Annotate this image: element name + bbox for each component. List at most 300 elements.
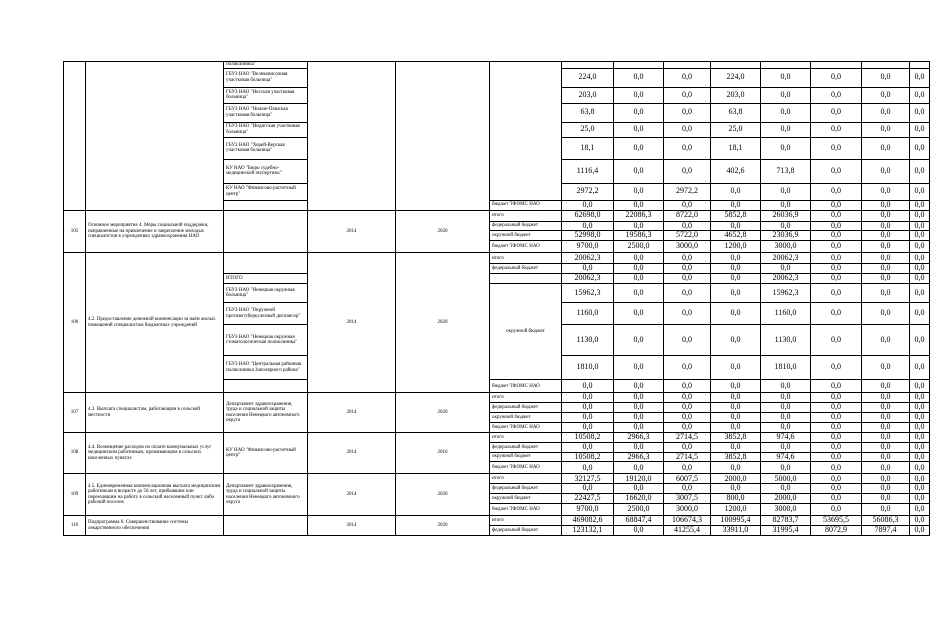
activity-description: 4.3. Выплата специалистам, работающим в сельской местности: [86, 393, 224, 433]
amount-cell: 0,0: [910, 516, 930, 526]
amount-cell: 0,0: [862, 87, 910, 103]
amount-cell: 0,0: [562, 462, 614, 474]
responsible-organization: ИТОГО: [224, 274, 308, 284]
amount-cell: 0,0: [562, 422, 614, 432]
amount-cell: 0,0: [910, 413, 930, 423]
amount-cell: 0,0: [664, 413, 711, 423]
amount-cell: 3852,8: [711, 452, 761, 462]
responsible-organization: КУ НАО "Финансово-расчетный центр": [224, 432, 308, 474]
amount-cell: 0,0: [862, 422, 910, 432]
funding-source: бюджет ТФОМС НАО: [490, 462, 562, 474]
amount-cell: 0,0: [811, 452, 862, 462]
amount-cell: 0,0: [614, 103, 664, 122]
amount-cell: 2500,0: [614, 504, 664, 516]
amount-cell: 0,0: [811, 183, 862, 200]
amount-cell: 0,0: [862, 303, 910, 325]
amount-cell: 9700,0: [562, 504, 614, 516]
amount-cell: 0,0: [614, 413, 664, 423]
row-number: 107: [64, 393, 86, 433]
amount-cell: 0,0: [562, 403, 614, 413]
funding-source: бюджет ТФОМС НАО: [490, 422, 562, 432]
amount-cell: 0,0: [562, 442, 614, 452]
amount-cell: 0,0: [761, 393, 811, 403]
amount-cell: 5852,8: [711, 210, 761, 221]
funding-source: итого: [490, 393, 562, 403]
responsible-organization: ГБУЗ НАО "Великовисочная участковая больница": [224, 68, 308, 87]
amount-cell: 1160,0: [562, 303, 614, 325]
amount-cell: 0,0: [811, 210, 862, 221]
amount-cell: 0,0: [811, 221, 862, 231]
amount-cell: 0,0: [862, 159, 910, 183]
amount-cell: 0,0: [811, 103, 862, 122]
amount-cell: 16620,0: [614, 494, 664, 504]
end-year: [396, 62, 490, 211]
table-row: [64, 516, 930, 526]
amount-cell: 62698,0: [562, 210, 614, 221]
amount-cell: 1116,4: [562, 159, 614, 183]
amount-cell: 0,0: [811, 462, 862, 474]
amount-cell: 15962,3: [761, 284, 811, 303]
end-year: 2020: [396, 210, 490, 253]
amount-cell: 0,0: [614, 221, 664, 231]
amount-cell: 0,0: [614, 284, 664, 303]
amount-cell: 0,0: [862, 474, 910, 484]
amount-cell: 0,0: [761, 264, 811, 274]
amount-cell: 0,0: [711, 442, 761, 452]
funding-source: федеральный бюджет: [490, 526, 562, 536]
amount-cell: 0,0: [761, 413, 811, 423]
amount-cell: 0,0: [910, 393, 930, 403]
amount-cell: 402,6: [711, 159, 761, 183]
amount-cell: 0,0: [614, 87, 664, 103]
amount-cell: 4652,8: [711, 231, 761, 241]
amount-cell: 0,0: [910, 284, 930, 303]
amount-cell: 0,0: [664, 303, 711, 325]
amount-cell: 0,0: [811, 303, 862, 325]
funding-source: федеральный бюджет: [490, 403, 562, 413]
amount-cell: 0,0: [711, 284, 761, 303]
amount-cell: 3000,0: [761, 504, 811, 516]
amount-cell: 1130,0: [562, 325, 614, 356]
amount-cell: 2714,5: [664, 432, 711, 442]
amount-cell: 0,0: [664, 274, 711, 284]
amount-cell: 0,0: [910, 68, 930, 87]
amount-cell: 63,8: [711, 103, 761, 122]
amount-cell: 0,0: [664, 159, 711, 183]
funding-source: бюджет ТФОМС НАО: [490, 241, 562, 253]
amount-cell: 0,0: [614, 274, 664, 284]
amount-cell: 0,0: [811, 137, 862, 159]
amount-cell: 0,0: [562, 200, 614, 210]
amount-cell: 0,0: [862, 200, 910, 210]
amount-cell: 0,0: [862, 274, 910, 284]
amount-cell: 0,0: [862, 122, 910, 137]
amount-cell: 203,0: [711, 87, 761, 103]
amount-cell: 0,0: [614, 264, 664, 274]
amount-cell: 0,0: [910, 253, 930, 264]
amount-cell: 1810,0: [562, 356, 614, 380]
amount-cell: 20062,3: [562, 253, 614, 264]
amount-cell: 25,0: [562, 122, 614, 137]
amount-cell: 100995,4: [711, 516, 761, 526]
amount-cell: 0,0: [910, 526, 930, 536]
amount-cell: 0,0: [862, 264, 910, 274]
amount-cell: 0,0: [811, 432, 862, 442]
row-number: [64, 62, 86, 211]
amount-cell: 0,0: [811, 274, 862, 284]
amount-cell: 2972,2: [664, 183, 711, 200]
amount-cell: 0,0: [910, 380, 930, 393]
amount-cell: 0,0: [862, 183, 910, 200]
responsible-organization: [224, 200, 308, 210]
amount-cell: 19586,3: [614, 231, 664, 241]
amount-cell: 0,0: [862, 356, 910, 380]
amount-cell: 0,0: [711, 413, 761, 423]
amount-cell: 20062,3: [761, 274, 811, 284]
amount-cell: 0,0: [862, 221, 910, 231]
amount-cell: 1810,0: [761, 356, 811, 380]
amount-cell: 0,0: [614, 122, 664, 137]
amount-cell: 20062,3: [562, 274, 614, 284]
amount-cell: 0,0: [910, 422, 930, 432]
amount-cell: 0,0: [664, 103, 711, 122]
responsible-organization: ГБУЗ НАО "Центральная районная поликлиника Заполярного района": [224, 356, 308, 380]
table-body: [64, 62, 930, 536]
funding-source: окружной бюджет: [490, 231, 562, 241]
amount-cell: 0,0: [761, 103, 811, 122]
amount-cell: 0,0: [811, 253, 862, 264]
amount-cell: 2714,5: [664, 452, 711, 462]
budget-table: [63, 61, 930, 536]
amount-cell: 0,0: [562, 264, 614, 274]
amount-cell: 0,0: [862, 284, 910, 303]
amount-cell: 0,0: [664, 462, 711, 474]
amount-cell: 82783,7: [761, 516, 811, 526]
amount-cell: 0,0: [711, 183, 761, 200]
amount-cell: 0,0: [761, 122, 811, 137]
row-number: 110: [64, 516, 86, 536]
amount-cell: 10508,2: [562, 432, 614, 442]
amount-cell: 0,0: [910, 241, 930, 253]
amount-cell: 974,6: [761, 452, 811, 462]
amount-cell: 41255,4: [664, 526, 711, 536]
amount-cell: 9700,0: [562, 241, 614, 253]
amount-cell: 0,0: [711, 422, 761, 432]
amount-cell: 0,0: [614, 380, 664, 393]
amount-cell: 0,0: [910, 403, 930, 413]
amount-cell: 0,0: [614, 484, 664, 494]
amount-cell: 0,0: [614, 526, 664, 536]
amount-cell: 224,0: [562, 68, 614, 87]
amount-cell: 0,0: [761, 183, 811, 200]
amount-cell: 0,0: [910, 432, 930, 442]
amount-cell: 0,0: [711, 221, 761, 231]
activity-description: Основное мероприятие 4. Меры социальной поддержки, направленные на привлечение и закрепление молодых специалистов в учреждениях здравоохранения НАО: [86, 210, 224, 253]
amount-cell: 20062,3: [761, 253, 811, 264]
responsible-organization: ГБУЗ НАО "Индигская участковая больница": [224, 122, 308, 137]
amount-cell: 6007,5: [664, 474, 711, 484]
amount-cell: 0,0: [910, 274, 930, 284]
amount-cell: 0,0: [664, 68, 711, 87]
amount-cell: 0,0: [910, 103, 930, 122]
amount-cell: 0,0: [664, 403, 711, 413]
amount-cell: 0,0: [664, 87, 711, 103]
responsible-organization: ГБУЗ НАО "Ненецкая окружная больница": [224, 284, 308, 303]
amount-cell: 2972,2: [562, 183, 614, 200]
amount-cell: 0,0: [711, 380, 761, 393]
table-row: [64, 210, 930, 221]
amount-cell: 63,8: [562, 103, 614, 122]
amount-cell: 0,0: [910, 87, 930, 103]
amount-cell: 0,0: [562, 393, 614, 403]
amount-cell: 0,0: [614, 325, 664, 356]
amount-cell: 0,0: [562, 221, 614, 231]
funding-source: [490, 274, 562, 284]
amount-cell: 0,0: [664, 484, 711, 494]
amount-cell: 56086,3: [862, 516, 910, 526]
amount-cell: 0,0: [811, 356, 862, 380]
amount-cell: 0,0: [910, 474, 930, 484]
funding-source: федеральный бюджет: [490, 484, 562, 494]
amount-cell: 123132,1: [562, 526, 614, 536]
amount-cell: 0,0: [761, 462, 811, 474]
amount-cell: 0,0: [614, 422, 664, 432]
amount-cell: 0,0: [811, 264, 862, 274]
amount-cell: 7897,4: [862, 526, 910, 536]
amount-cell: 18,1: [562, 137, 614, 159]
amount-cell: 0,0: [862, 504, 910, 516]
amount-cell: 2966,3: [614, 452, 664, 462]
amount-cell: 0,0: [910, 325, 930, 356]
amount-cell: 19120,0: [614, 474, 664, 484]
amount-cell: 0,0: [862, 442, 910, 452]
responsible-organization: поликлиника": [224, 62, 308, 69]
amount-cell: 0,0: [664, 325, 711, 356]
funding-source: итого: [490, 210, 562, 221]
funding-source: окружной бюджет: [490, 452, 562, 462]
amount-cell: 0,0: [711, 303, 761, 325]
amount-cell: 0,0: [811, 484, 862, 494]
amount-cell: 0,0: [811, 403, 862, 413]
amount-cell: 0,0: [910, 183, 930, 200]
amount-cell: 0,0: [862, 413, 910, 423]
responsible-organization: ГБУЗ НАО "Нижне-Пешская участковая больница": [224, 103, 308, 122]
amount-cell: 0,0: [664, 264, 711, 274]
amount-cell: 2500,0: [614, 241, 664, 253]
funding-source: [490, 62, 562, 201]
amount-cell: 0,0: [761, 221, 811, 231]
end-year: 2020: [396, 253, 490, 393]
amount-cell: 2000,0: [711, 474, 761, 484]
responsible-organization: КУ НАО "Финансово-расчетный центр": [224, 183, 308, 200]
start-year: 2014: [308, 474, 396, 516]
funding-source: итого: [490, 432, 562, 442]
amount-cell: 0,0: [761, 442, 811, 452]
activity-description: 4.5. Единовременная компенсационная выплата медицинским работникам в возрасте до 50 лет, прибывшим или переехавшим на работу в сельский населенный пункт либо рабочий поселок: [86, 474, 224, 516]
amount-cell: 0,0: [862, 210, 910, 221]
funding-source: бюджет ТФОМС НАО: [490, 380, 562, 393]
amount-cell: 3000,0: [761, 241, 811, 253]
amount-cell: 0,0: [664, 200, 711, 210]
amount-cell: 0,0: [811, 494, 862, 504]
amount-cell: 0,0: [910, 221, 930, 231]
amount-cell: 0,0: [811, 474, 862, 484]
amount-cell: 0,0: [711, 356, 761, 380]
amount-cell: 0,0: [811, 200, 862, 210]
amount-cell: 52998,0: [562, 231, 614, 241]
amount-cell: 25,0: [711, 122, 761, 137]
amount-cell: 0,0: [910, 356, 930, 380]
start-year: 2014: [308, 516, 396, 536]
amount-cell: 0,0: [811, 231, 862, 241]
amount-cell: 0,0: [711, 274, 761, 284]
amount-cell: 106674,3: [664, 516, 711, 526]
amount-cell: 0,0: [761, 403, 811, 413]
amount-cell: 0,0: [811, 413, 862, 423]
amount-cell: 3000,0: [664, 241, 711, 253]
amount-cell: 0,0: [664, 356, 711, 380]
responsible-organization: [224, 516, 308, 536]
amount-cell: 0,0: [711, 403, 761, 413]
amount-cell: 0,0: [711, 462, 761, 474]
amount-cell: 0,0: [862, 432, 910, 442]
amount-cell: 26036,9: [761, 210, 811, 221]
amount-cell: 0,0: [910, 137, 930, 159]
funding-source: бюджет ТФОМС НАО: [490, 504, 562, 516]
amount-cell: 8722,0: [664, 210, 711, 221]
amount-cell: 0,0: [862, 380, 910, 393]
row-number: 106: [64, 253, 86, 393]
amount-cell: 0,0: [761, 87, 811, 103]
start-year: [308, 62, 396, 211]
amount-cell: 0,0: [664, 380, 711, 393]
table-row: [64, 474, 930, 484]
amount-cell: 224,0: [711, 68, 761, 87]
start-year: 2014: [308, 253, 396, 393]
amount-cell: 0,0: [910, 442, 930, 452]
row-number: 108: [64, 432, 86, 474]
amount-cell: 0,0: [811, 442, 862, 452]
amount-cell: 800,0: [711, 494, 761, 504]
amount-cell: 31995,4: [761, 526, 811, 536]
amount-cell: 0,0: [910, 231, 930, 241]
amount-cell: 0,0: [664, 122, 711, 137]
amount-cell: 0,0: [811, 159, 862, 183]
funding-source: итого: [490, 253, 562, 264]
funding-source: бюджет ТФОМС НАО: [490, 200, 562, 210]
funding-source: федеральный бюджет: [490, 221, 562, 231]
start-year: 2014: [308, 432, 396, 474]
amount-cell: 0,0: [862, 403, 910, 413]
responsible-organization: КУ НАО "Бюро судебно-медицинской экспертизы": [224, 159, 308, 183]
table-row: [64, 393, 930, 403]
amount-cell: 0,0: [614, 356, 664, 380]
amount-cell: 0,0: [614, 403, 664, 413]
amount-cell: 1130,0: [761, 325, 811, 356]
amount-cell: 0,0: [811, 241, 862, 253]
amount-cell: 0,0: [910, 504, 930, 516]
amount-cell: 0,0: [862, 241, 910, 253]
amount-cell: 0,0: [562, 413, 614, 423]
amount-cell: 68847,4: [614, 516, 664, 526]
amount-cell: 3007,5: [664, 494, 711, 504]
amount-cell: 0,0: [614, 253, 664, 264]
amount-cell: 0,0: [711, 393, 761, 403]
responsible-organization: Департамент здравоохранения, труда и социальной защиты населения Ненецкого автономного округа: [224, 474, 308, 516]
amount-cell: 0,0: [614, 462, 664, 474]
amount-cell: 0,0: [811, 422, 862, 432]
amount-cell: 0,0: [711, 264, 761, 274]
amount-cell: 0,0: [761, 200, 811, 210]
amount-cell: 0,0: [711, 325, 761, 356]
amount-cell: 32127,5: [562, 474, 614, 484]
amount-cell: 203,0: [562, 87, 614, 103]
amount-cell: 0,0: [910, 200, 930, 210]
amount-cell: 0,0: [761, 68, 811, 87]
amount-cell: 0,0: [614, 442, 664, 452]
row-number: 105: [64, 210, 86, 253]
amount-cell: 0,0: [761, 380, 811, 393]
amount-cell: 3000,0: [664, 504, 711, 516]
amount-cell: 0,0: [614, 393, 664, 403]
amount-cell: 0,0: [862, 231, 910, 241]
end-year: 2016: [396, 432, 490, 474]
amount-cell: 974,6: [761, 432, 811, 442]
amount-cell: 10508,2: [562, 452, 614, 462]
table-row: [64, 253, 930, 264]
amount-cell: 0,0: [562, 484, 614, 494]
amount-cell: 0,0: [614, 68, 664, 87]
amount-cell: 33911,0: [711, 526, 761, 536]
amount-cell: 0,0: [862, 325, 910, 356]
amount-cell: 713,8: [761, 159, 811, 183]
amount-cell: 0,0: [711, 253, 761, 264]
amount-cell: 3852,8: [711, 432, 761, 442]
amount-cell: 0,0: [862, 103, 910, 122]
amount-cell: 469082,6: [562, 516, 614, 526]
amount-cell: 0,0: [811, 393, 862, 403]
amount-cell: 0,0: [664, 442, 711, 452]
amount-cell: 0,0: [811, 504, 862, 516]
responsible-organization: [224, 253, 308, 274]
amount-cell: 1160,0: [761, 303, 811, 325]
amount-cell: 2000,0: [761, 494, 811, 504]
amount-cell: 0,0: [862, 494, 910, 504]
amount-cell: 1200,0: [711, 504, 761, 516]
amount-cell: 0,0: [614, 159, 664, 183]
responsible-organization: ГБУЗ НАО "Ненецкая окружная стоматологическая поликлиника": [224, 325, 308, 356]
amount-cell: 0,0: [614, 303, 664, 325]
amount-cell: 0,0: [811, 122, 862, 137]
amount-cell: 22086,3: [614, 210, 664, 221]
amount-cell: 23036,9: [761, 231, 811, 241]
responsible-organization: [224, 380, 308, 393]
activity-description: [86, 62, 224, 211]
amount-cell: 0,0: [910, 494, 930, 504]
funding-source: федеральный бюджет: [490, 442, 562, 452]
amount-cell: 0,0: [811, 325, 862, 356]
funding-source: окружной бюджет: [490, 284, 562, 380]
amount-cell: 0,0: [910, 122, 930, 137]
amount-cell: 0,0: [711, 200, 761, 210]
start-year: 2014: [308, 393, 396, 433]
amount-cell: 2966,3: [614, 432, 664, 442]
funding-source: окружной бюджет: [490, 494, 562, 504]
amount-cell: 0,0: [811, 87, 862, 103]
activity-description: Подпрограмма 6. Совершенствование системы лекарственного обеспечения: [86, 516, 224, 536]
amount-cell: 8072,9: [811, 526, 862, 536]
amount-cell: 18,1: [711, 137, 761, 159]
